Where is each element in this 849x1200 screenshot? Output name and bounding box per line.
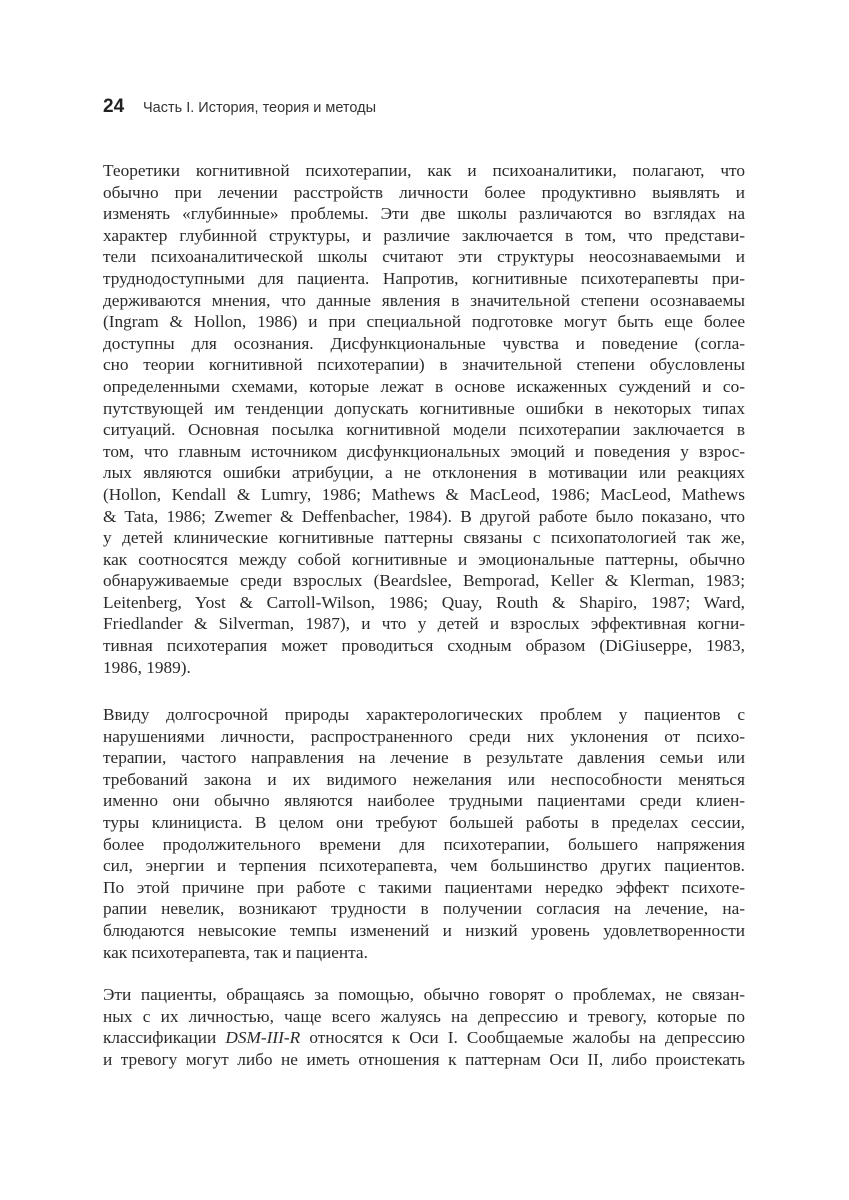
text-line: характер глубинной структуры, и различие заключается в том, что представи- [103, 225, 745, 245]
text-line: классификации DSM-III-R относятся к Оси I. Сообщаемые жалобы на депрессию [103, 1028, 746, 1048]
text-line: изменять «глубинные» проблемы. Эти две школы различаются во взглядах на [103, 204, 745, 224]
text-line: 1986, 1989). [103, 657, 191, 677]
text-line: требований закона и их видимого нежелания или неспособности меняться [103, 769, 745, 789]
text-line: Теоретики когнитивной психотерапии, как и психоаналитики, полагают, что [103, 161, 745, 180]
text-line: как психотерапевта, так и пациента. [103, 942, 368, 962]
text-line: доступны для осознания. Дисфункциональные чувства и поведение (согла- [103, 333, 745, 353]
text-line: тивная психотерапия может проводиться сходным образом (DiGiuseppe, 1983, [103, 636, 745, 656]
text-line: Friedlander & Silverman, 1987), и что у детей и взрослых эффективная когни- [103, 614, 745, 634]
text-line: (Hollon, Kendall & Lumry, 1986; Mathews & MacLeod, 1986; MacLeod, Mathews [103, 484, 745, 504]
text-line: определенными схемами, которые лежат в основе искаженных суждений и со- [103, 376, 745, 396]
paragraph-3 [103, 984, 745, 1070]
text-line: туры клинициста. В целом они требуют большей работы в пределах сессии, [103, 812, 745, 832]
paragraph-1 [103, 160, 745, 678]
text-line: сно теории когнитивной психотерапии) в значительной степени обусловлены [103, 355, 745, 375]
text-line: том, что главным источником дисфункциональных эмоций и поведения у взрос- [103, 441, 745, 461]
text-line: & Tata, 1986; Zwemer & Deffenbacher, 1984). В другой работе было показано, что [103, 506, 745, 526]
text-line: и тревогу могут либо не иметь отношения к паттернам Оси II, либо проистекать [103, 1049, 745, 1069]
text-line: более продолжительного времени для психотерапии, большего напряжения [103, 834, 745, 854]
paragraph-2 [103, 704, 745, 963]
text-line: ситуаций. Основная посылка когнитивной модели психотерапии заключается в [103, 420, 745, 440]
page-number: 24 [103, 96, 125, 117]
text-line: лых являются ошибки атрибуции, а не отклонения в мотивации или реакциях [103, 463, 745, 483]
text-line: нарушениями личности, распространенного среди них уклонения от психо- [103, 726, 745, 746]
text-line: у детей клинические когнитивные паттерны связаны с психопатологией так же, [103, 528, 745, 548]
text-line: держиваются мнения, что данные явления в значительной степени осознаваемы [103, 290, 745, 310]
text-line: путствующей им тенденции допускать когнитивные ошибки в некоторых типах [103, 398, 745, 418]
text-line: тели психоаналитической школы считают эти структуры неосознаваемыми и [103, 247, 745, 267]
text-line: сил, энергии и терпения психотерапевта, чем большинство других пациентов. [103, 856, 745, 876]
text-line: обнаруживаемые среди взрослых (Beardslee, Bemporad, Keller & Klerman, 1983; [103, 571, 745, 591]
text-line: рапии невелик, возникают трудности в получении согласия на лечение, на- [103, 899, 745, 919]
text-line: Leitenberg, Yost & Carroll-Wilson, 1986; Quay, Routh & Shapiro, 1987; Ward, [103, 592, 745, 612]
text-line: как соотносятся между собой когнитивные и эмоциональные паттерны, обычно [103, 549, 745, 569]
text-line: Ввиду долгосрочной природы характерологических проблем у пациентов с [103, 705, 745, 724]
text-line: обычно при лечении расстройств личности более продуктивно выявлять и [103, 182, 745, 202]
running-title: Часть I. История, теория и методы [143, 100, 377, 116]
text-line: Эти пациенты, обращаясь за помощью, обычно говорят о проблемах, не связан- [103, 985, 745, 1004]
text-line: По этой причине при работе с такими пациентами нередко эффект психоте- [103, 877, 745, 897]
text-line: труднодоступными для пациента. Напротив, когнитивные психотерапевты при- [103, 268, 745, 288]
text-line: именно они обычно являются наиболее трудными пациентами среди клиен- [103, 791, 745, 811]
text-line: терапии, частого направления на лечение в результате давления семьи или [103, 748, 745, 768]
running-header [103, 96, 376, 118]
text-line: (Ingram & Hollon, 1986) и при специальной подготовке могут быть еще более [103, 312, 745, 332]
text-line: блюдаются невысокие темпы изменений и низкий уровень удовлетворенности [103, 920, 745, 940]
dsm-italic: DSM-III-R [225, 1028, 301, 1048]
text-line: ных с их личностью, чаще всего жалуясь на депрессию и тревогу, которые по [103, 1006, 745, 1026]
